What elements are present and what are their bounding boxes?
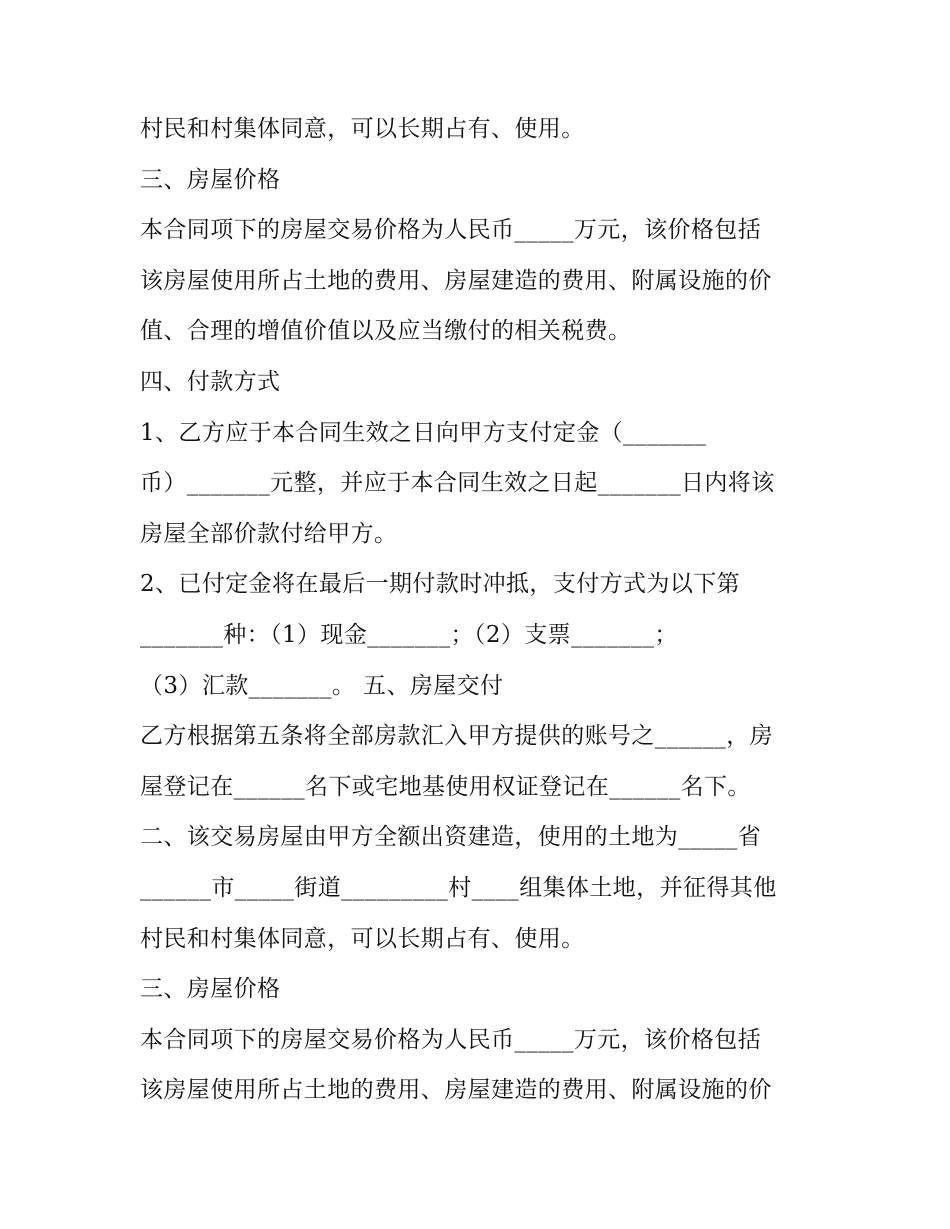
text-line: 2、已付定金将在最后一期付款时冲抵，支付方式为以下第 [140,571,741,598]
text-line: 币）_______元整，并应于本合同生效之日起_______日内将该 [140,470,775,497]
document-body [140,104,820,1116]
text-line: 村民和村集体同意，可以长期占有、使用。 [140,116,585,142]
text-line: 房屋全部价款付给甲方。 [140,520,398,547]
text-line: 本合同项下的房屋交易价格为人民币_____万元，该价格包括 [140,1026,762,1053]
text-line: _______种：（1）现金_______；（2）支票_______； [140,621,678,648]
text-line: 村民和村集体同意，可以长期占有、使用。 [140,925,585,952]
text-line: 乙方根据第五条将全部房款汇入甲方提供的账号之______，房 [140,723,773,750]
section-heading-payment: 四、付款方式 [140,368,281,395]
text-line: （3）汇款_______。 五、房屋交付 [140,672,504,699]
section-heading-price: 三、房屋价格 [140,166,281,193]
text-line: ______市_____街道_________村____组集体土地，并征得其他 [140,874,777,901]
section-heading-price: 三、房屋价格 [140,976,281,1003]
text-line: 屋登记在______名下或宅地基使用权证登记在______名下。 [140,773,751,800]
text-line: 1、乙方应于本合同生效之日向甲方支付定金（_______ [140,419,707,446]
text-line: 二、该交易房屋由甲方全额出资建造，使用的土地为_____省 [140,824,762,851]
text-line: 本合同项下的房屋交易价格为人民币_____万元，该价格包括 [140,217,762,244]
text-line: 该房屋使用所占土地的费用、房屋建造的费用、附属设施的价 [140,267,772,294]
text-line: 该房屋使用所占土地的费用、房屋建造的费用、附属设施的价 [140,1077,772,1104]
text-line: 值、合理的增值价值以及应当缴付的相关税费。 [140,318,632,345]
